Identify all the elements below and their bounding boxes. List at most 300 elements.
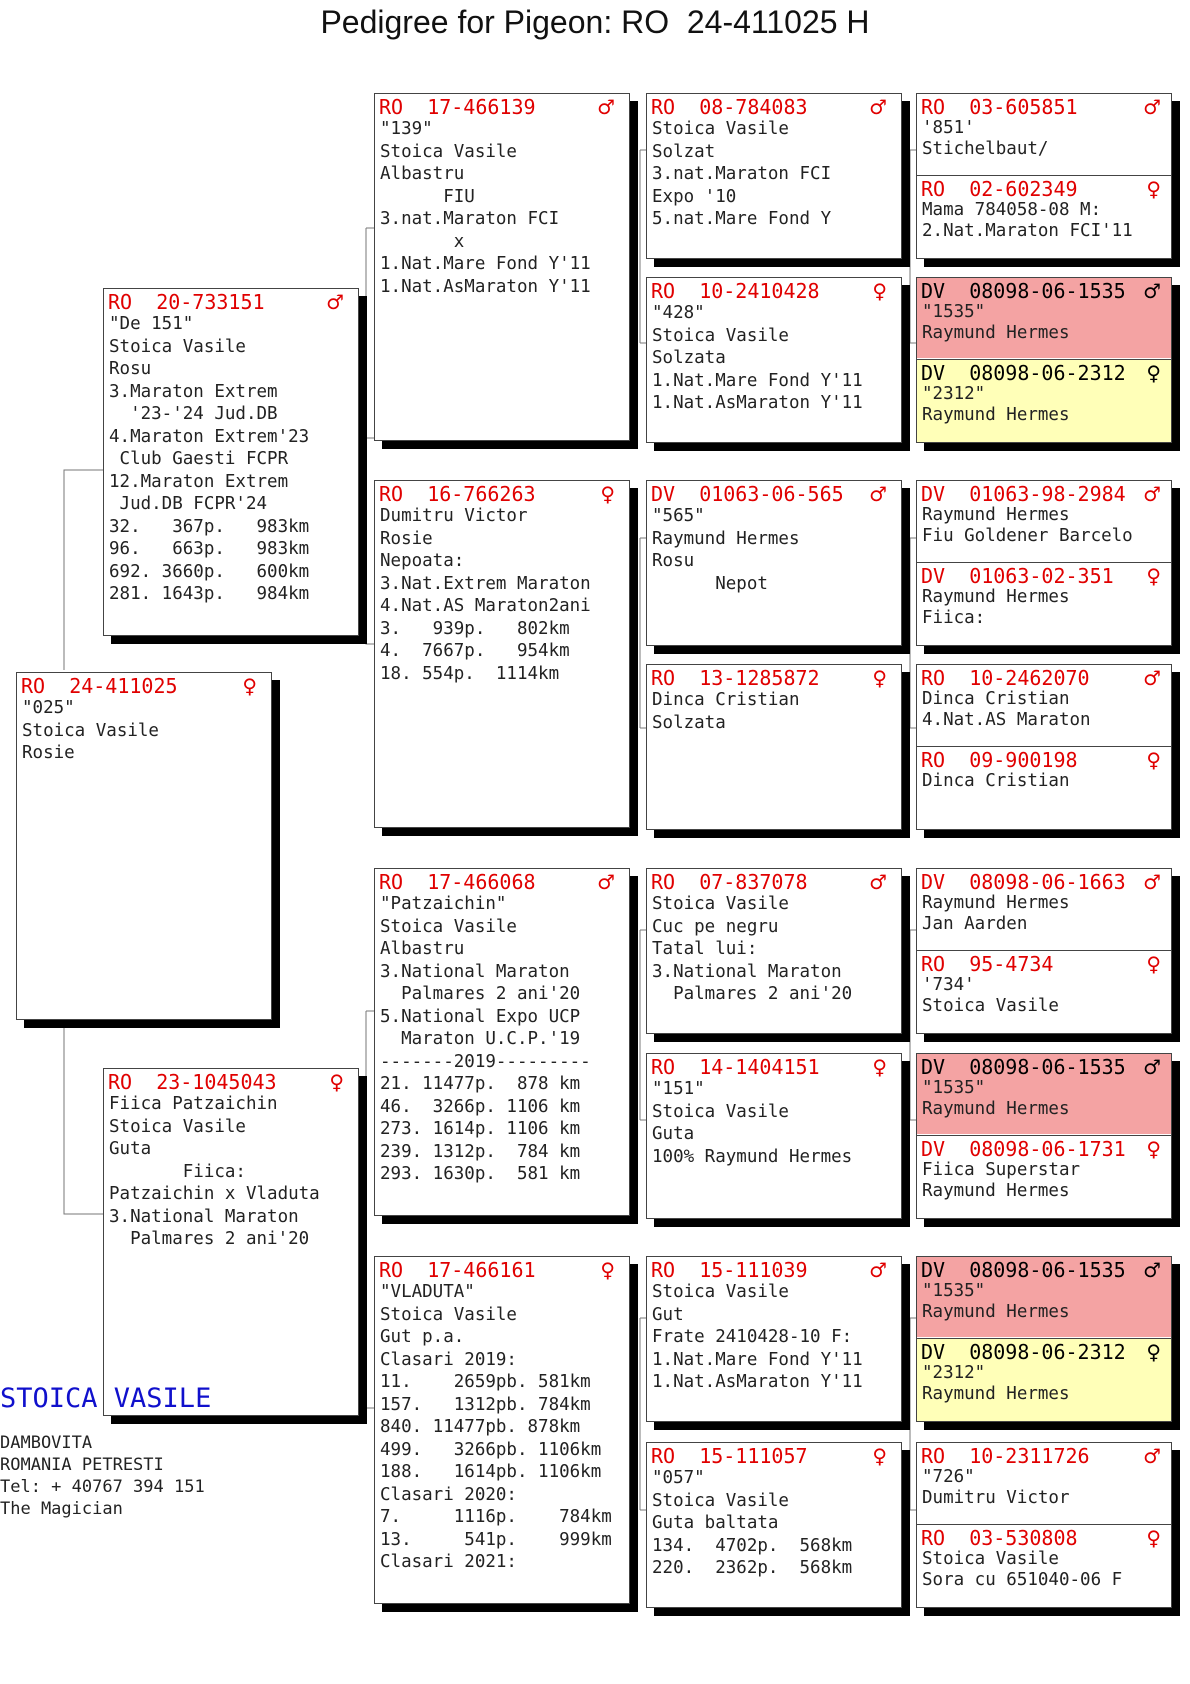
pigeon-info-line: Stoica Vasile [652, 325, 789, 346]
pigeon-info-line: 1.Nat.Mare Fond Y'11 [652, 1349, 863, 1370]
ring-number [917, 178, 1171, 200]
pigeon-info-line: Fiica: [922, 608, 986, 628]
country-code: RO [921, 748, 946, 772]
pigeon-info-line: x [380, 231, 465, 252]
pigeon-card-sddd[interactable] [917, 746, 1171, 829]
ring-number [917, 565, 1171, 587]
pigeon-info-line: 18. 554p. 1114km [380, 663, 560, 684]
pigeon-info-line: 3.Maraton Extrem [109, 381, 278, 402]
pigeon-info-line: 840. 11477pb. 878km [380, 1417, 581, 1437]
breeder-info [0, 1382, 211, 1520]
pigeon-info-line: Stoica Vasile [652, 1101, 789, 1122]
pigeon-info-line: 220. 2362p. 568km [652, 1558, 853, 1578]
breeder-address-1: ROMANIA PETRESTI [0, 1455, 164, 1475]
country-code: RO [108, 290, 133, 314]
pigeon-info-line: Solzat [652, 141, 716, 162]
sex-symbol: ♂ [1143, 279, 1161, 303]
pigeon-info-line: Stoica Vasile [109, 1116, 246, 1137]
sex-symbol: ♀ [600, 1258, 615, 1282]
sex-symbol: ♂ [1143, 1055, 1161, 1079]
pigeon-info-line: Stoica Vasile [922, 1549, 1059, 1569]
pigeon-info-line: "2312" [922, 384, 986, 404]
ring-id: 95-4734 [969, 952, 1054, 976]
pigeon-info-line: Raymund Hermes [922, 1181, 1070, 1201]
country-code: RO [921, 1444, 946, 1468]
country-code: RO [108, 1070, 133, 1094]
ring-number [647, 96, 901, 118]
pigeon-info-line: 5.National Expo UCP [380, 1006, 581, 1027]
ring-number [917, 749, 1171, 771]
pigeon-info-line: Patzaichin x Vladuta [109, 1184, 320, 1204]
pigeon-card-ddss[interactable] [917, 1257, 1171, 1337]
ring-id: 10-2311726 [969, 1444, 1090, 1468]
pigeon-card-sssd[interactable] [917, 175, 1171, 258]
sex-symbol: ♂ [869, 95, 887, 119]
pigeon-card-sdss[interactable] [917, 481, 1171, 561]
pigeon-info-line: Dinca Cristian [652, 690, 800, 710]
pigeon-info-line: Stoica Vasile [109, 336, 246, 357]
pigeon-info-line: Albastru [380, 939, 465, 959]
pigeon-info-line: Raymund Hermes [922, 587, 1070, 607]
pigeon-info-line: Raymund Hermes [922, 505, 1070, 525]
ring-number [917, 1341, 1171, 1363]
country-code: RO [651, 95, 676, 119]
ring-id: 01063-06-565 [699, 482, 844, 506]
pigeon-card-ddds[interactable] [917, 1443, 1171, 1523]
ring-id: 13-1285872 [699, 666, 820, 690]
pigeon-info-line: 188. 1614pb. 1106km [380, 1462, 602, 1482]
pigeon-info-line: Guta [109, 1139, 152, 1159]
ring-id: 08098-06-2312 [969, 1340, 1126, 1364]
pigeon-card-ds[interactable] [374, 868, 630, 1216]
ring-id: 10-2410428 [699, 279, 820, 303]
ring-id: 20-733151 [156, 290, 265, 314]
ring-id: 15-111057 [699, 1444, 808, 1468]
ring-number [647, 667, 901, 689]
pigeon-info-line: 32. 367p. 983km [109, 516, 310, 537]
pigeon-info-line: Maraton U.C.P.'19 [380, 1029, 581, 1049]
pigeon-info-line: Solzata [652, 712, 726, 733]
pigeon-info-line: Stoica Vasile [652, 894, 789, 914]
sex-symbol: ♂ [1143, 95, 1161, 119]
sex-symbol: ♀ [329, 1070, 344, 1094]
country-code: RO [651, 870, 676, 894]
pigeon-info-line: 100% Raymund Hermes [652, 1146, 853, 1167]
pigeon-card-dd[interactable] [374, 1256, 630, 1604]
ring-id: 16-766263 [427, 482, 536, 506]
sex-symbol: ♂ [1143, 666, 1161, 690]
pigeon-info-line: "057" [652, 1468, 705, 1488]
pigeon-info-line: Nepoata: [380, 551, 465, 571]
pigeon-info-line: 12.Maraton Extrem [109, 471, 289, 492]
ring-number [647, 871, 901, 893]
pigeon-info-line: 96. 663p. 983km [109, 539, 310, 559]
pigeon-info-line: Raymund Hermes [922, 323, 1070, 343]
pigeon-card-ssd[interactable] [646, 277, 902, 443]
pigeon-info-line: Stoica Vasile [380, 141, 517, 162]
ring-number [917, 1527, 1171, 1549]
pigeon-info-line: Cuc pe negru [652, 916, 779, 937]
pigeon-pair-card [916, 1442, 1172, 1608]
pigeon-info-line: "428" [652, 303, 705, 323]
pigeon-info-line: 21. 11477p. 878 km [380, 1074, 581, 1094]
pigeon-info-line: Jan Aarden [922, 914, 1028, 934]
ring-number [917, 667, 1171, 689]
ring-id: 03-605851 [969, 95, 1078, 119]
pigeon-card-dssd[interactable] [917, 950, 1171, 1033]
pigeon-info-line: Stoica Vasile [652, 119, 789, 139]
pigeon-info-line: Raymund Hermes [922, 1302, 1070, 1322]
sex-symbol: ♀ [600, 482, 615, 506]
sex-symbol: ♀ [1146, 361, 1161, 385]
pigeon-info-line: "1535" [922, 1281, 986, 1301]
ring-number [375, 483, 629, 505]
pigeon-pair-card [916, 1053, 1172, 1219]
pigeon-info-line: Expo '10 [652, 186, 737, 207]
country-code: DV [921, 564, 946, 588]
ring-id: 01063-02-351 [969, 564, 1114, 588]
pigeon-info-line: Nepot [652, 573, 768, 594]
pigeon-info-line: 134. 4702p. 568km [652, 1535, 853, 1556]
pigeon-card-ddd[interactable] [646, 1442, 902, 1608]
pigeon-info-line: 157. 1312pb. 784km [380, 1394, 591, 1415]
ring-number [917, 953, 1171, 975]
sex-symbol: ♀ [1146, 748, 1161, 772]
pigeon-card-dss[interactable] [646, 868, 902, 1034]
sex-symbol: ♀ [242, 674, 257, 698]
breeder-phone: Tel: + 40767 394 151 [0, 1477, 205, 1497]
pigeon-info-line: Stoica Vasile [922, 996, 1059, 1016]
sex-symbol: ♀ [872, 279, 887, 303]
pigeon-card-sdsd[interactable] [917, 562, 1171, 645]
sex-symbol: ♂ [869, 1258, 887, 1282]
ring-id: 09-900198 [969, 748, 1078, 772]
pigeon-info-line: 4.Maraton Extrem'23 [109, 426, 310, 447]
pigeon-info-line: Rosie [22, 743, 75, 763]
ring-id: 08098-06-1535 [969, 1258, 1126, 1282]
pigeon-card-sd[interactable] [374, 480, 630, 828]
country-code: RO [21, 674, 46, 698]
pigeon-info-line: Guta [652, 1124, 695, 1144]
pigeon-info-line: 2.Nat.Maraton FCI'11 [922, 221, 1133, 241]
pigeon-info-line: 3. 939p. 802km [380, 618, 570, 639]
pigeon-info-line: 499. 3266pb. 1106km [380, 1439, 602, 1460]
ring-number [104, 291, 358, 313]
pigeon-info-line: "139" [380, 119, 433, 139]
pigeon-info-line: Stichelbaut/ [922, 139, 1049, 159]
ring-number [647, 1056, 901, 1078]
pigeon-info-line: Fiica Patzaichin [109, 1094, 278, 1114]
pigeon-info-line: Mama 784058-08 M: [922, 200, 1102, 220]
sex-symbol: ♀ [1146, 1526, 1161, 1550]
country-code: RO [651, 279, 676, 303]
sex-symbol: ♀ [1146, 564, 1161, 588]
pigeon-info-line: 1.Nat.Mare Fond Y'11 [652, 370, 863, 391]
country-code: DV [921, 482, 946, 506]
country-code: DV [921, 1055, 946, 1079]
sex-symbol: ♀ [872, 666, 887, 690]
pigeon-info-line: '23-'24 Jud.DB [109, 404, 278, 424]
ring-id: 24-411025 [69, 674, 178, 698]
country-code: DV [921, 279, 946, 303]
country-code: RO [651, 1258, 676, 1282]
pigeon-pair-card [916, 93, 1172, 259]
ring-id: 01063-98-2984 [969, 482, 1126, 506]
pigeon-info-line: Fiica: [109, 1161, 246, 1182]
pigeon-card-sdd[interactable] [646, 664, 902, 830]
pigeon-info-line: "1535" [922, 1078, 986, 1098]
ring-id: 07-837078 [699, 870, 808, 894]
country-code: RO [379, 1258, 404, 1282]
country-code: RO [921, 1526, 946, 1550]
sex-symbol: ♂ [1143, 482, 1161, 506]
ring-number [647, 1445, 901, 1467]
pigeon-info-line: Stoica Vasile [652, 1282, 789, 1302]
pigeon-info-line: Fiu Goldener Barcelo [922, 526, 1133, 546]
pigeon-pair-card [916, 868, 1172, 1034]
ring-number [917, 1138, 1171, 1160]
country-code: DV [921, 1340, 946, 1364]
pigeon-pair-card [916, 480, 1172, 646]
country-code: DV [651, 482, 676, 506]
pigeon-info-line: Guta baltata [652, 1513, 779, 1533]
pigeon-pair-card [916, 664, 1172, 830]
pigeon-info-line: Raymund Hermes [922, 405, 1070, 425]
pigeon-info-line: '851' [922, 118, 975, 138]
pigeon-info-line: Dumitru Victor [380, 506, 528, 526]
pigeon-info-line: 3.Nat.Extrem Maraton [380, 573, 591, 594]
sex-symbol: ♂ [597, 95, 615, 119]
pigeon-info-line: Stoica Vasile [380, 916, 517, 937]
ring-id: 08098-06-1663 [969, 870, 1126, 894]
pigeon-info-line: 46. 3266p. 1106 km [380, 1096, 581, 1117]
pigeon-pair-card [916, 1256, 1172, 1422]
page-title: Pedigree for Pigeon: RO 24-411025 H [320, 4, 870, 40]
pigeon-info-line: Dinca Cristian [922, 771, 1070, 791]
pigeon-card-dddd[interactable] [917, 1524, 1171, 1607]
breeder-address-0: DAMBOVITA [0, 1433, 93, 1453]
pigeon-info-line: Clasari 2021: [380, 1552, 517, 1572]
country-code: DV [921, 1258, 946, 1282]
country-code: RO [379, 95, 404, 119]
sex-symbol: ♂ [597, 870, 615, 894]
sex-symbol: ♀ [1146, 1340, 1161, 1364]
pigeon-info-line: Fiica Superstar [922, 1160, 1081, 1180]
ring-id: 23-1045043 [156, 1070, 277, 1094]
pigeon-info-line: 3.National Maraton [652, 961, 842, 982]
pigeon-card-sss[interactable] [646, 93, 902, 259]
ring-number [647, 483, 901, 505]
ring-number [375, 96, 629, 118]
pigeon-info-line: "565" [652, 506, 705, 526]
pigeon-info-line: "De 151" [109, 314, 194, 334]
ring-id: 02-602349 [969, 177, 1078, 201]
pigeon-info-line: Solzata [652, 348, 726, 368]
sex-symbol: ♂ [1143, 870, 1161, 894]
pigeon-pair-card [916, 277, 1172, 443]
sex-symbol: ♂ [326, 290, 344, 314]
pigeon-info-line: 4. 7667p. 954km [380, 641, 570, 661]
pigeon-info-line: 239. 1312p. 784 km [380, 1141, 581, 1162]
pigeon-card-dds[interactable] [646, 1256, 902, 1422]
pigeon-card-dsd[interactable] [646, 1053, 902, 1219]
country-code: DV [921, 1137, 946, 1161]
sex-symbol: ♀ [1146, 177, 1161, 201]
country-code: DV [921, 870, 946, 894]
pigeon-info-line: Stoica Vasile [380, 1304, 517, 1325]
sex-symbol: ♀ [872, 1055, 887, 1079]
pigeon-info-line: 4.Nat.AS Maraton2ani [380, 596, 591, 616]
ring-id: 15-111039 [699, 1258, 808, 1282]
pigeon-info-line: Raymund Hermes [922, 893, 1070, 913]
pigeon-info-line: Dumitru Victor [922, 1488, 1070, 1508]
breeder-nickname: The Magician [0, 1499, 123, 1519]
pigeon-info-line: 1.Nat.AsMaraton Y'11 [380, 276, 591, 297]
ring-number [917, 1056, 1171, 1078]
ring-id: 08098-06-1535 [969, 279, 1126, 303]
ring-id: 03-530808 [969, 1526, 1078, 1550]
pigeon-info-line: "1535" [922, 302, 986, 322]
ring-number [104, 1071, 358, 1093]
pigeon-info-line: Clasari 2020: [380, 1484, 517, 1505]
pigeon-info-line: Rosu [652, 551, 695, 571]
ring-number [17, 675, 271, 697]
pigeon-card-sdds[interactable] [917, 665, 1171, 745]
ring-id: 14-1404151 [699, 1055, 820, 1079]
ring-number [917, 1445, 1171, 1467]
pigeon-card-ssds[interactable] [917, 278, 1171, 358]
ring-number [647, 280, 901, 302]
pigeon-info-line: "726" [922, 1467, 975, 1487]
pigeon-info-line: Sora cu 651040-06 F [922, 1570, 1123, 1590]
pigeon-info-line: Clasari 2019: [380, 1349, 517, 1370]
pigeon-info-line: 1.Nat.AsMaraton Y'11 [652, 393, 863, 413]
pigeon-info-line: Albastru [380, 164, 465, 184]
pigeon-info-line: Palmares 2 ani'20 [109, 1229, 310, 1249]
ring-id: 10-2462070 [969, 666, 1090, 690]
pigeon-card-ssdd[interactable] [917, 359, 1171, 442]
country-code: RO [921, 952, 946, 976]
ring-number [917, 871, 1171, 893]
pigeon-info-line: Rosu [109, 359, 152, 379]
pigeon-info-line: 281. 1643p. 984km [109, 584, 310, 604]
pigeon-info-line: "VLADUTA" [380, 1282, 475, 1302]
pigeon-info-line: FIU [380, 186, 475, 207]
ring-number [375, 1259, 629, 1281]
pigeon-card-ddsd[interactable] [917, 1338, 1171, 1421]
pigeon-card-dsds[interactable] [917, 1054, 1171, 1134]
pigeon-info-line: Club Gaesti FCPR [109, 449, 289, 469]
country-code: RO [379, 870, 404, 894]
breeder-name: STOICA VASILE [0, 1383, 212, 1414]
pigeon-info-line: Gut p.a. [380, 1327, 465, 1347]
pigeon-info-line: "Patzaichin" [380, 894, 507, 914]
sex-symbol: ♂ [1143, 1258, 1161, 1282]
sex-symbol: ♂ [869, 870, 887, 894]
ring-id: 17-466068 [427, 870, 536, 894]
country-code: RO [921, 177, 946, 201]
pigeon-info-line: Palmares 2 ani'20 [380, 984, 581, 1004]
country-code: RO [379, 482, 404, 506]
pigeon-info-line: Raymund Hermes [922, 1099, 1070, 1119]
pigeon-card-subject[interactable] [16, 672, 272, 1020]
sex-symbol: ♀ [1146, 952, 1161, 976]
sex-symbol: ♀ [872, 1444, 887, 1468]
pigeon-info-line: 692. 3660p. 600km [109, 561, 310, 582]
pigeon-info-line: 1.Nat.AsMaraton Y'11 [652, 1372, 863, 1392]
ring-id: 08098-06-1731 [969, 1137, 1126, 1161]
ring-number [375, 871, 629, 893]
pigeon-card-sire[interactable] [103, 288, 359, 636]
pigeon-info-line: "2312" [922, 1363, 986, 1383]
ring-id: 17-466139 [427, 95, 536, 119]
sex-symbol: ♂ [1143, 1444, 1161, 1468]
pigeon-card-dsdd[interactable] [917, 1135, 1171, 1218]
ring-number [917, 483, 1171, 505]
pigeon-info-line: Jud.DB FCPR'24 [109, 494, 268, 514]
country-code: RO [651, 666, 676, 690]
pigeon-info-line: 1.Nat.Mare Fond Y'11 [380, 254, 591, 274]
pigeon-card-dam[interactable] [103, 1068, 359, 1416]
pigeon-info-line: 4.Nat.AS Maraton [922, 710, 1091, 730]
ring-id: 08098-06-2312 [969, 361, 1126, 385]
pigeon-info-line: Gut [652, 1304, 684, 1325]
country-code: RO [651, 1055, 676, 1079]
pigeon-info-line: 11. 2659pb. 581km [380, 1372, 591, 1392]
pigeon-info-line: Rosie [380, 528, 433, 549]
pigeon-info-line: Stoica Vasile [652, 1490, 789, 1511]
ring-number [917, 362, 1171, 384]
pigeon-info-line: Frate 2410428-10 F: [652, 1327, 853, 1347]
pigeon-info-line: 3.National Maraton [109, 1206, 299, 1227]
pigeon-info-line: Stoica Vasile [22, 720, 159, 741]
pigeon-info-line: -------2019--------- [380, 1051, 591, 1072]
pigeon-info-line: Palmares 2 ani'20 [652, 984, 853, 1004]
pigeon-info-line: Tatal lui: [652, 939, 758, 959]
ring-id: 08-784083 [699, 95, 808, 119]
pigeon-info-line: Raymund Hermes [652, 528, 800, 549]
ring-id: 08098-06-1535 [969, 1055, 1126, 1079]
ring-id: 17-466161 [427, 1258, 536, 1282]
ring-number [647, 1259, 901, 1281]
ring-number [917, 96, 1171, 118]
pigeon-card-sds[interactable] [646, 480, 902, 646]
pigeon-info-line: '734' [922, 975, 975, 995]
pigeon-info-line: Raymund Hermes [922, 1384, 1070, 1404]
pigeon-info-line: Dinca Cristian [922, 689, 1070, 709]
pigeon-card-ss[interactable] [374, 93, 630, 441]
country-code: RO [651, 1444, 676, 1468]
pigeon-info-line: 3.National Maraton [380, 961, 570, 982]
sex-symbol: ♀ [1146, 1137, 1161, 1161]
pigeon-card-dsss[interactable] [917, 869, 1171, 949]
pigeon-info-line: 13. 541p. 999km [380, 1529, 612, 1550]
pigeon-info-line: 5.nat.Mare Fond Y [652, 209, 832, 229]
country-code: RO [921, 95, 946, 119]
pigeon-info-line: 3.nat.Maraton FCI [380, 209, 560, 229]
pigeon-info-line: "025" [22, 698, 75, 718]
sex-symbol: ♂ [869, 482, 887, 506]
pigeon-card-ssss[interactable] [917, 94, 1171, 174]
country-code: RO [921, 666, 946, 690]
pigeon-info-line: "151" [652, 1079, 705, 1099]
pigeon-info-line: 7. 1116p. 784km [380, 1507, 612, 1527]
ring-number [917, 280, 1171, 302]
ring-number [917, 1259, 1171, 1281]
pigeon-info-line: 3.nat.Maraton FCI [652, 164, 832, 184]
pigeon-info-line: 293. 1630p. 581 km [380, 1164, 581, 1184]
pigeon-info-line: 273. 1614p. 1106 km [380, 1119, 581, 1139]
